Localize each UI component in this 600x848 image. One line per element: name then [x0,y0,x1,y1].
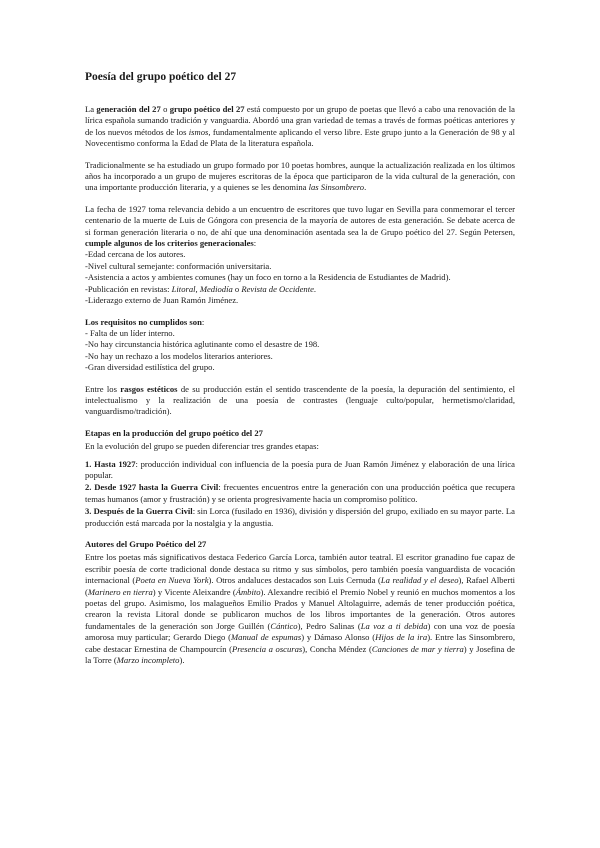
text: ), Pedro Salinas ( [297,620,361,631]
text: de su producción están el sentido trascendente de la poesía, la depuración del sentimiento, el intelectualismo y la realización de una poesía de contrastes (lenguaje culto/popular, hermetismo/claridad, vanguardismo/tradición). [85,383,515,417]
text: o [232,283,242,294]
work-title: La realidad y el deseo [380,575,459,586]
work-title: Marinero en tierra [87,586,153,597]
intro-paragraph-2 [85,160,515,194]
term-ismos: ismos [188,126,209,137]
text: , fundamentalmente aplicando el verso libre. Este grupo junto a la Generación de 98 y al Novecentismo conforma la Edad de Plata de la literatura española. [85,126,515,149]
not-met-list [85,328,515,374]
stage-3 [85,506,515,529]
stage-1 [85,459,515,482]
page-title: Poesía del grupo poético del 27 [85,71,237,83]
journal-litoral: Litoral [171,283,196,294]
work-title: Hijos de la ira [375,632,428,643]
work-title: Manual de espumas [231,632,302,643]
stages-heading: Etapas en la producción del grupo poético del 27 [85,427,263,438]
text: : [201,316,205,327]
stages-list [85,459,515,529]
traits-paragraph [85,384,515,418]
text: La fecha de 1927 toma relevancia debido a un encuentro de escritores que tuvo lugar en Sevilla para conmemorar el tercer centenario de la muerte de Luis de Góngora con presencia de la mayoría de autores de esta generación. Se debate acerca de si forman generación literaria o no, de ahí que una denominación asentada sea la de Grupo poético del 27. Según Petersen, [85,203,515,237]
term-criterios: cumple algunos de los criterios generacionales [85,238,254,249]
text: ). [179,655,185,666]
work-title: Poeta en Nueva York [135,575,209,586]
term-generacion-27: generación del 27 [96,104,161,114]
text: 1. Hasta 1927 [85,458,136,469]
work-title: Marzo incompleto [116,655,180,666]
text: ). Otros andaluces destacados son Luis Cernuda ( [208,575,381,586]
text: ) con una voz de poesía amorosa muy particular; Gerardo Diego ( [85,620,515,643]
document-body [85,70,515,676]
text: : frecuentes encuentros entre la generación con una producción poética que recupera temas humanos (amor y frustración) y se orienta progresivamente hacia un compromiso político. [85,482,515,504]
text: ) y Josefina de la Torre ( [85,643,515,666]
text: 3. Después de la Guerra Civil [85,506,193,517]
term-rasgos: rasgos estéticos [120,383,178,394]
text: Los requisitos no cumplidos son [85,316,202,327]
text: está compuesto por un grupo de poetas que llevó a cabo una renovación de la lírica española sumando tradición y vanguardia. Abordó una gran variedad de temas a través de formas poéticas anteriores y de los nuevos métodos de los [85,104,515,137]
not-met-heading [85,317,515,328]
journal-revista-occidente: Revista de Occidente [241,283,314,294]
text: : producción individual con influencia de la poesía pura de Juan Ramón Jiménez y elaboración de una lírica popular. [85,458,515,480]
work-title: Cántico [270,620,298,631]
intro-paragraph-1 [85,104,515,150]
stage-2 [85,482,515,505]
text: La [85,104,97,114]
list-item: -No hay circunstancia histórica aglutinante como el desastre de 198. [85,339,320,350]
text: Tradicionalmente se ha estudiado un grupo formado por 10 poetas hombres, aunque la actualización realizada en los últimos años ha incorporado a un grupo de mujeres escritoras de la época que participaron de la vida cultural de la generación, con una importante producción literaria, y a quienes se les denomina [85,159,515,193]
text: ) y Dámaso Alonso ( [301,632,376,643]
list-item: -Liderazgo externo de Juan Ramón Jiménez. [85,295,239,306]
text: -Publicación en revistas: [85,283,172,294]
text: o [160,104,170,114]
text: ), Concha Méndez ( [302,643,372,654]
work-title: Presencia a oscuras [232,643,303,654]
text: : [253,238,257,249]
list-item [85,284,515,295]
text: Entre los poetas más significativos destaca Federico García Lorca, también autor teatral. El escritor granadino fue capaz de escribir poesía de corte tradicional donde destaca su ritmo y sus símbolos, pero también poesía vanguardista de vocación internacional ( [85,552,515,586]
text: ). Alexandre recibió el Premio Nobel y reunió en muchos momentos a los poetas del grupo. Asimismo, los malagueños Emilio Prados y Manuel Altolaguirre, además de tener producción poética, crearon la revista Litoral donde se publicaron muchos de los libros importantes de la generación. Otros autores fundamentales de la generación son Jorge Guillén ( [85,586,515,631]
term-grupo-poetico: grupo poético del 27 [169,104,245,114]
authors-paragraph [85,552,515,666]
list-item: - Falta de un líder interno. [85,327,175,338]
text: . [313,283,317,294]
text: ). Entre las Sinsombrero, cabe destacar Ernestina de Champourcín ( [85,632,515,654]
list-item: -Asistencia a actos y ambientes comunes (hay un foco en torno a la Residencia de Estudiantes de Madrid). [85,272,451,283]
text: . [364,182,367,193]
list-item: -Nivel cultural semejante: conformación universitaria. [85,260,272,271]
list-item: -Edad cercana de los autores. [85,249,186,260]
work-title: Ámbito [235,586,261,597]
authors-heading: Autores del Grupo Poético del 27 [85,539,207,549]
list-item: -No hay un rechazo a los modelos literarios anteriores. [85,350,273,361]
term-sinsombrero: las Sinsombrero [308,182,365,193]
text: : sin Lorca (fusilado en 1936), división y dispersión del grupo, exiliado en su mayor parte. La producción está marcada por la nostalgia y la angustia. [85,506,515,528]
journal-mediodia: Mediodía [199,283,233,294]
list-item: -Gran diversidad estilística del grupo. [85,362,215,373]
criteria-list [85,249,515,306]
text: Entre los [85,383,121,394]
text: , [195,283,200,294]
intro-paragraph-3 [85,204,515,250]
text: ), Rafael Alberti ( [85,575,515,597]
text: 2. Desde 1927 hasta la Guerra Civil [85,482,219,493]
stages-intro: En la evolución del grupo se pueden diferenciar tres grandes etapas: [85,441,319,452]
work-title: La voz a ti debida [360,620,428,631]
text: ) y Vicente Aleixandre ( [152,586,236,597]
work-title: Canciones de mar y tierra [371,643,464,654]
